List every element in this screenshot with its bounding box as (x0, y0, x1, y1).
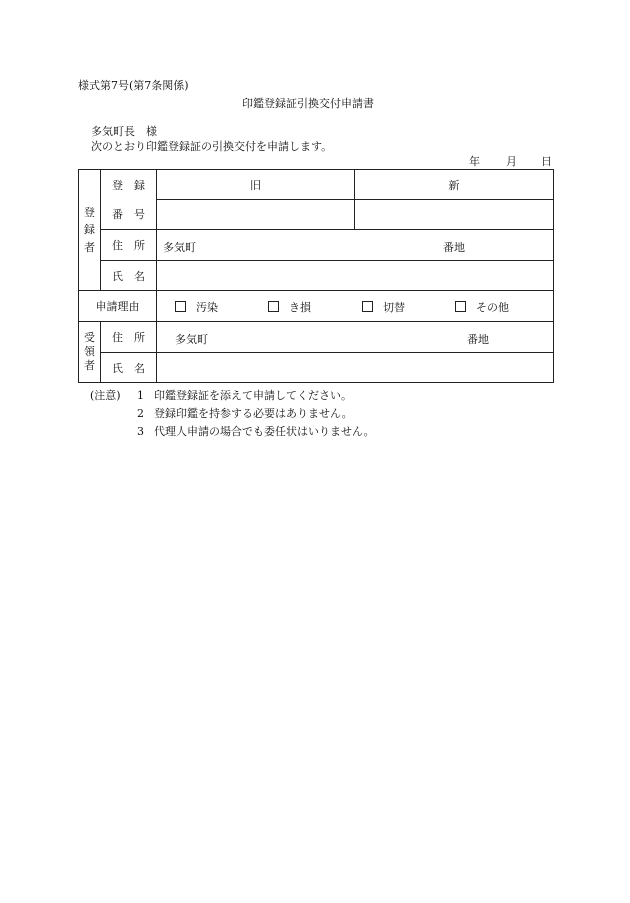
recipient-address-label: 住 所 (101, 322, 157, 353)
recipient-address-field[interactable] (157, 322, 554, 353)
reason-label: 申請理由 (79, 291, 157, 322)
note-1-number: 1 (137, 389, 144, 402)
new-number-header: 新 (355, 170, 554, 200)
checkbox-icon (175, 301, 186, 312)
registrant-name-label: 氏 名 (101, 261, 157, 291)
reason-option-damage[interactable]: き損 (268, 299, 311, 315)
registrant-group-label: 登 録 者 (79, 170, 101, 291)
old-number-header: 旧 (157, 170, 355, 200)
checkbox-icon (455, 301, 466, 312)
date-day: 日 (541, 155, 552, 168)
checkbox-icon (268, 301, 279, 312)
registrant-banchi: 番地 (443, 241, 465, 254)
registrant-name-field[interactable] (157, 261, 554, 291)
old-number-field[interactable] (157, 200, 355, 230)
recipient-banchi: 番地 (467, 333, 489, 346)
recipient-town: 多気町 (175, 333, 208, 346)
reason-option-contamination[interactable]: 汚染 (175, 299, 218, 315)
page-title: 印鑑登録証引換交付申請書 (242, 97, 374, 110)
new-number-field[interactable] (355, 200, 554, 230)
registrant-address-label: 住 所 (101, 230, 157, 261)
note-2-number: 2 (137, 407, 144, 420)
number-label: 番 号 (101, 200, 157, 230)
registrant-town: 多気町 (163, 241, 196, 254)
application-table (78, 169, 554, 383)
note-2-text: 登録印鑑を持参する必要はありません。 (154, 407, 353, 420)
recipient-group-label: 受 領 者 (79, 322, 101, 383)
notes-label: (注意) (90, 389, 121, 402)
reason-options (157, 291, 554, 322)
reason-option-other[interactable]: その他 (455, 299, 509, 315)
note-3-number: 3 (137, 425, 144, 438)
date-year: 年 (469, 155, 480, 168)
recipient-name-label: 氏 名 (101, 353, 157, 383)
addressee: 多気町長 様 (91, 125, 157, 138)
form-id: 様式第7号(第7条関係) (78, 79, 189, 92)
checkbox-icon (362, 301, 373, 312)
intro-text: 次のとおり印鑑登録証の引換交付を申請します。 (91, 140, 333, 153)
date-month: 月 (506, 155, 517, 168)
recipient-name-field[interactable] (157, 353, 554, 383)
registrant-address-field[interactable] (157, 230, 554, 261)
reason-option-switch[interactable]: 切替 (362, 299, 405, 315)
note-3-text: 代理人申請の場合でも委任状はいりません。 (154, 425, 375, 438)
registration-label: 登 録 (101, 170, 157, 200)
note-1-text: 印鑑登録証を添えて申請してください。 (154, 389, 352, 402)
